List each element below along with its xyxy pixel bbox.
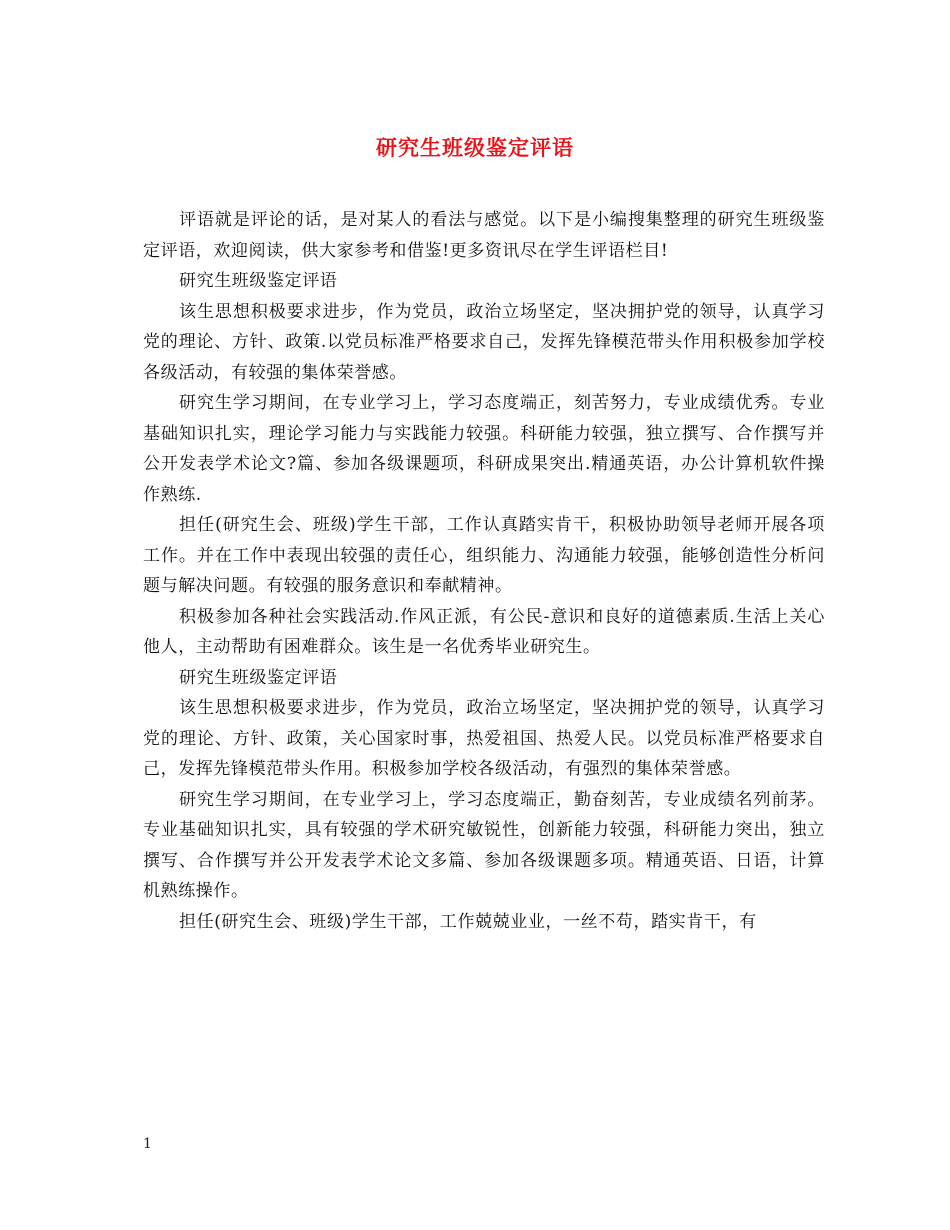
paragraph: 担任(研究生会、班级)学生干部，工作认真踏实肯干，积极协助领导老师开展各项工作。并在工作中表现出较强的责任心，组织能力、沟通能力较强，能够创造性分析问题与解决问题。有较强的服务意识和奉献精神。 [143, 515, 825, 596]
paragraph: 该生思想积极要求进步，作为党员，政治立场坚定，坚决拥护党的领导，认真学习党的理论、方针、政策，关心国家时事，热爱祖国、热爱人民。以党员标准严格要求自己，发挥先锋模范带头作用。积极参加学校各级活动，有强烈的集体荣誉感。 [143, 698, 825, 779]
paragraph: 积极参加各种社会实践活动.作风正派，有公民-意识和良好的道德素质.生活上关心他人，主动帮助有困难群众。该生是一名优秀毕业研究生。 [143, 606, 825, 657]
paragraph: 担任(研究生会、班级)学生干部，工作兢兢业业，一丝不苟，踏实肯干，有 [179, 911, 757, 932]
section-heading: 研究生班级鉴定评语 [179, 667, 338, 688]
document-body [143, 205, 825, 937]
paragraph: 研究生学习期间，在专业学习上，学习态度端正，刻苦努力，专业成绩优秀。专业基础知识扎实，理论学习能力与实践能力较强。科研能力较强，独立撰写、合作撰写并公开发表学术论文?篇、参加各级课题项，科研成果突出.精通英语，办公计算机软件操作熟练. [143, 393, 825, 505]
document-title: 研究生班级鉴定评语 [376, 135, 574, 160]
paragraph-intro: 评语就是评论的话，是对某人的看法与感觉。以下是小编搜集整理的研究生班级鉴定评语，欢迎阅读，供大家参考和借鉴!更多资讯尽在学生评语栏目! [143, 210, 825, 261]
paragraph: 研究生学习期间，在专业学习上，学习态度端正，勤奋刻苦，专业成绩名列前茅。专业基础知识扎实，具有较强的学术研究敏锐性，创新能力较强，科研能力突出，独立撰写、合作撰写并公开发表学术论文多篇、参加各级课题多项。精通英语、日语，计算机熟练操作。 [143, 789, 825, 901]
section-heading: 研究生班级鉴定评语 [179, 271, 338, 291]
page-number: 1 [143, 1136, 152, 1152]
paragraph: 该生思想积极要求进步，作为党员，政治立场坚定，坚决拥护党的领导，认真学习党的理论、方针、政策.以党员标准严格要求自己，发挥先锋模范带头作用积极参加学校各级活动，有较强的集体荣誉感。 [143, 301, 825, 383]
